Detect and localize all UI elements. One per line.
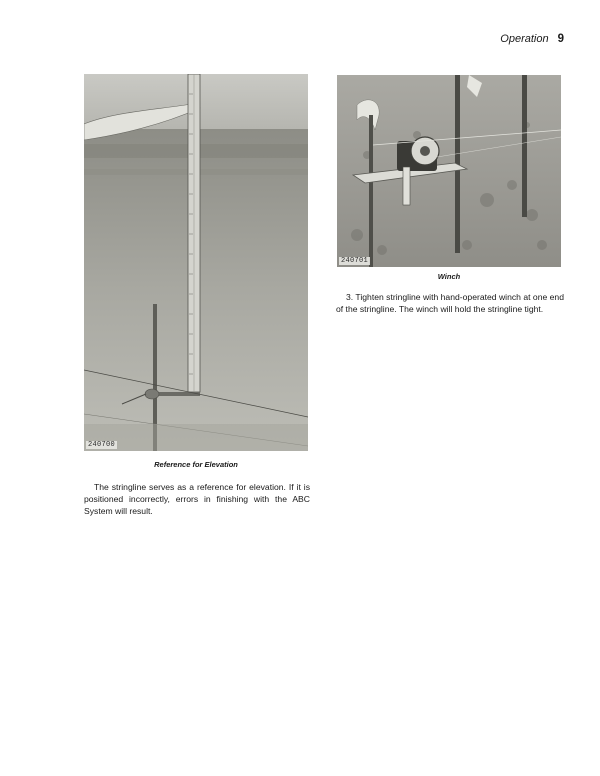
paragraph-stringline-reference: The stringline serves as a reference for elevation. If it is positioned incorrectly, errors in finishing with the ABC System will result. [84, 482, 310, 516]
elevation-reference-photo [84, 74, 308, 451]
winch-photo-illustration [337, 75, 561, 267]
page-header [500, 33, 564, 45]
photo-id-label: 240700 [88, 441, 116, 449]
page-number: 9 [557, 33, 564, 45]
winch-photo [337, 75, 561, 267]
figure-caption: Winch [437, 272, 461, 281]
elevation-photo-illustration [84, 74, 308, 451]
figure-caption: Reference for Elevation [154, 460, 238, 469]
paragraph-winch-step: 3. Tighten stringline with hand-operated winch at one end of the stringline. The winch will hold the stringline tight. [336, 292, 564, 314]
section-title: Operation [500, 33, 549, 45]
photo-id-label: 240701 [341, 257, 369, 265]
